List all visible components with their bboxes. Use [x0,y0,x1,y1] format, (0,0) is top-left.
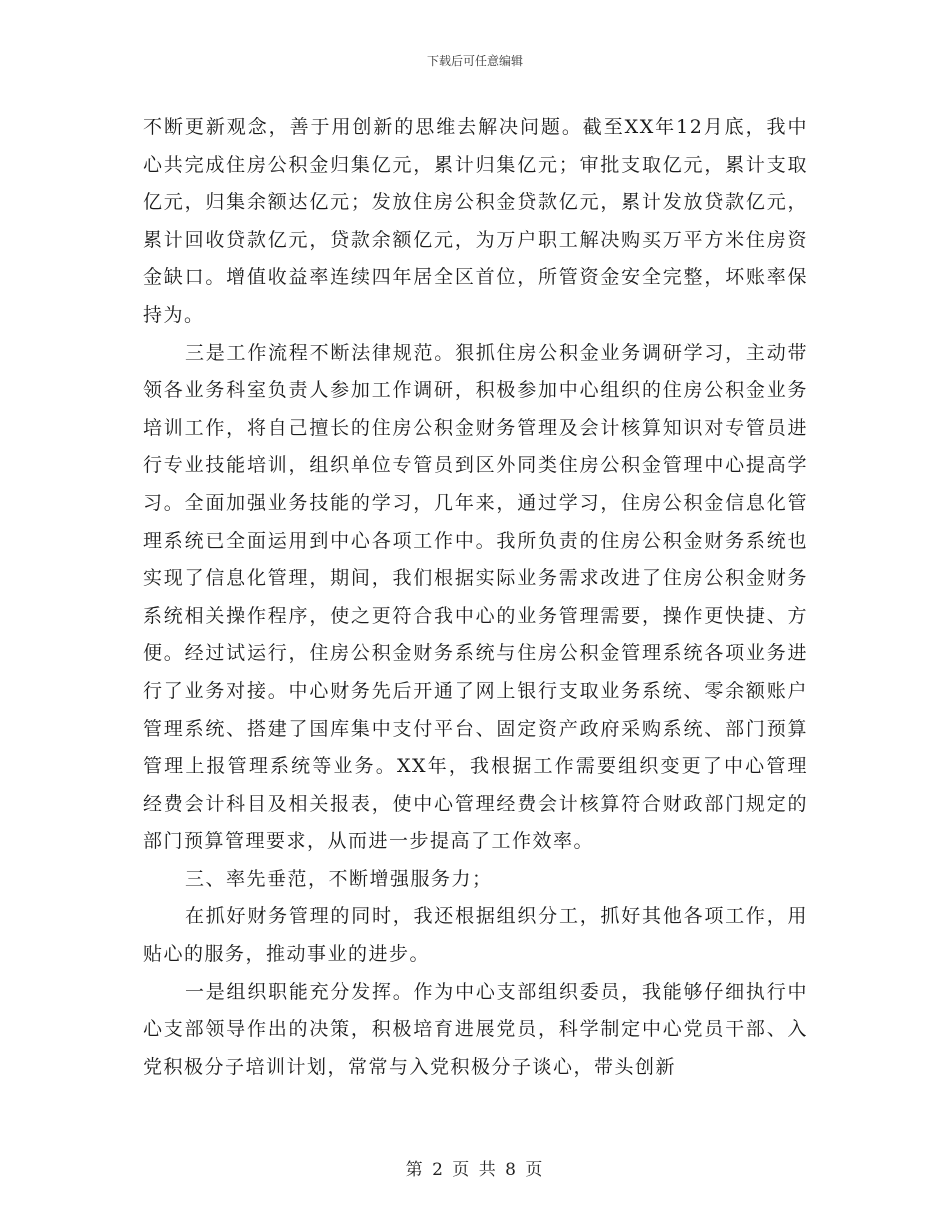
page-number: 第 2 页 共 8 页 [405,1160,545,1180]
paragraph-organization: 一是组织职能充分发挥。作为中心支部组织委员，我能够仔细执行中心支部领导作出的决策，积极培育进展党员，科学制定中心党员干部、入党积极分子培训计划，常常与入党积极分子谈心，带头创新 [143,980,808,1078]
document-body [143,109,808,1086]
paragraph-service: 在抓好财务管理的同时，我还根据组织分工，抓好其他各项工作，用贴心的服务，推动事业的进步。 [143,905,808,966]
header-note: 下载后可任意编辑 [426,54,523,68]
paragraph-continuation: 不断更新观念，善于用创新的思维去解决问题。截至XX年12月底，我中心共完成住房公积金归集亿元，累计归集亿元；审批支取亿元，累计支取亿元，归集余额达亿元；发放住房公积金贷款亿元，累计发放贷款亿元，累计回收贷款亿元，贷款余额亿元，为万户职工解决购买万平方米住房资金缺口。增值收益率连续四年居全区首位，所管资金安全完整，坏账率保持为。 [143,116,808,326]
paragraph-workflow: 三是工作流程不断法律规范。狠抓住房公积金业务调研学习，主动带领各业务科室负责人参加工作调研，积极参加中心组织的住房公积金业务培训工作，将自己擅长的住房公积金财务管理及会计核算知识对专管员进行专业技能培训，组织单位专管员到区外同类住房公积金管理中心提高学习。全面加强业务技能的学习，几年来，通过学习，住房公积金信息化管理系统已全面运用到中心各项工作中。我所负责的住房公积金财务系统也实现了信息化管理，期间，我们根据实际业务需求改进了住房公积金财务系统相关操作程序，使之更符合我中心的业务管理需要，操作更快捷、方便。经过试运行，住房公积金财务系统与住房公积金管理系统各项业务进行了业务对接。中心财务先后开通了网上银行支取业务系统、零余额账户管理系统、搭建了国库集中支付平台、固定资产政府采购系统、部门预算管理上报管理系统等业务。XX年，我根据工作需要组织变更了中心管理经费会计科目及相关报表，使中心管理经费会计核算符合财政部门规定的部门预算管理要求，从而进一步提高了工作效率。 [143,341,808,853]
section-heading: 三、率先垂范，不断增强服务力； [185,867,493,890]
